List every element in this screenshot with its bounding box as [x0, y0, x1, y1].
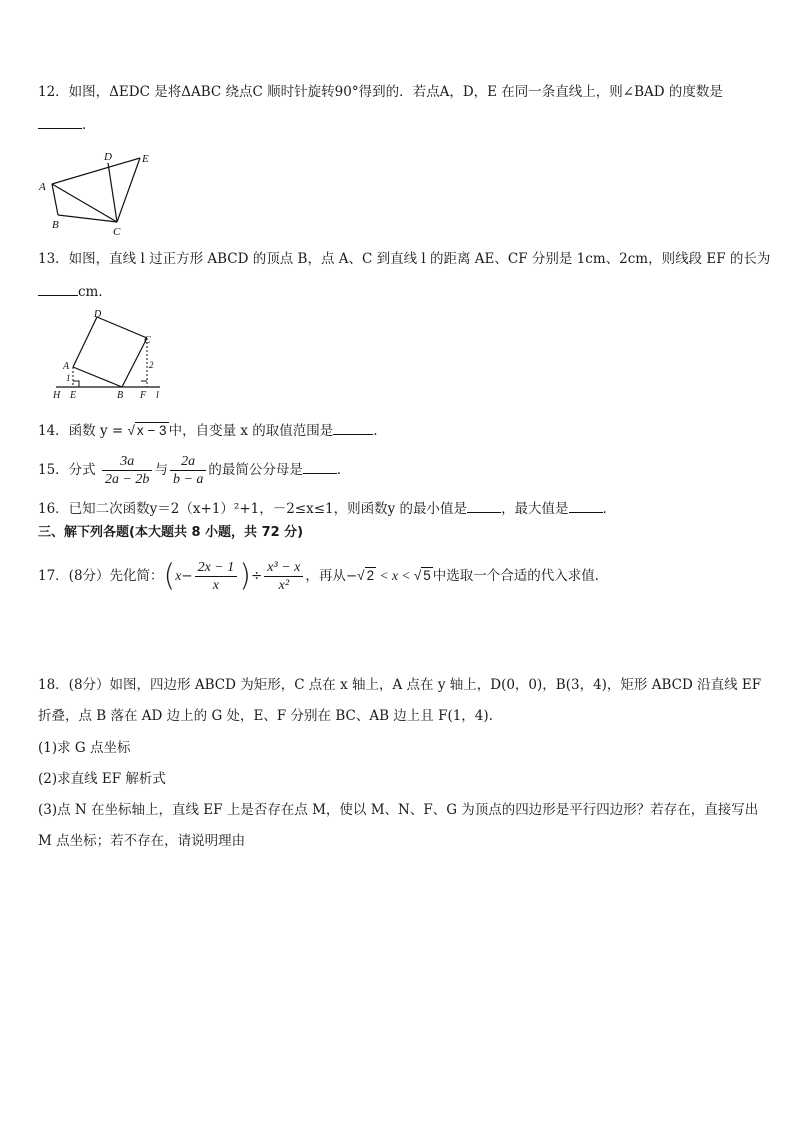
- q17-x: x: [175, 568, 182, 583]
- q16-max-blank[interactable]: [569, 498, 603, 513]
- q13-label-b: B: [117, 390, 124, 400]
- q16-mid: ，最大值是: [501, 501, 569, 517]
- q12-label-e: E: [142, 153, 149, 165]
- q14-text: 14．函数 y = √ x − 3 中，自变量 x 的取值范围是 .: [38, 420, 378, 441]
- q12-label-a: A: [39, 181, 46, 193]
- q12-label-c: C: [113, 226, 121, 238]
- q17-fraction-1: [195, 559, 238, 594]
- q12-text: [38, 82, 723, 102]
- q15-f2-den: b − a: [172, 472, 204, 487]
- q15-f1-den: 2a − 2b: [104, 472, 150, 487]
- q13-label-e: E: [70, 390, 77, 400]
- q12-figure: [30, 148, 170, 238]
- q17-rad5: 5: [423, 568, 431, 583]
- q18-part1: (1)求 G 点坐标: [38, 740, 131, 756]
- q15-end: ．: [336, 462, 351, 478]
- q17-f2-den: x²: [278, 578, 290, 593]
- q13-label-1: 1: [66, 373, 71, 383]
- q17-div: ÷: [250, 568, 263, 584]
- q12-line: 12．如图，ΔEDC 是将ΔABC 绕点C 顺时针旋转90°得到的．若点A，D，E 在同一条直线上，则∠BAD 的度数是: [38, 84, 723, 100]
- q15-f2-num: 2a: [170, 453, 206, 471]
- q17-f2-num: x³ − x: [264, 559, 303, 577]
- q15-fraction-2: [170, 453, 206, 488]
- q14-answer-blank[interactable]: [333, 420, 373, 435]
- q12-end: ．: [82, 117, 96, 133]
- q17-suffix1: ，再从: [305, 568, 346, 584]
- q15-text: [38, 452, 350, 488]
- q13-label-c: C: [144, 335, 151, 346]
- q13-label-h: H: [53, 390, 61, 400]
- q17-neg: −: [345, 568, 358, 584]
- q18-part3: (3)点 N 在坐标轴上，直线 EF 上是否存在点 M，使以 M、N、F、G 为顶点的四边形是平行四边形？若存在，直接写出: [38, 802, 759, 818]
- q13-line: 13．如图，直线 l 过正方形 ABCD 的顶点 B，点 A、C 到直线 l 的距离 AE、CF 分别是 1cm、2cm，则线段 EF 的长为: [38, 251, 771, 267]
- q15-fraction-1: [102, 453, 152, 488]
- q12-label-d: D: [104, 151, 112, 163]
- q13-label-f: F: [140, 390, 147, 400]
- q17-rad2: 2: [366, 568, 375, 583]
- q13-label-a: A: [63, 361, 70, 372]
- q13-unit: cm．: [78, 284, 112, 300]
- q17-prefix: 17．(8分）先化简：: [38, 568, 164, 584]
- q13-lines: [56, 317, 160, 387]
- q12-answer-blank[interactable]: [38, 114, 82, 129]
- q12-answer-line: [38, 114, 96, 135]
- q16-text: [38, 498, 616, 519]
- q16-min-blank[interactable]: [467, 498, 501, 513]
- q16-end: ．: [602, 501, 617, 517]
- q12-lines: [52, 158, 140, 222]
- q12-label-b: B: [52, 219, 59, 231]
- q13-answer-line: [38, 281, 112, 302]
- q17-minus: −: [181, 568, 193, 584]
- q13-answer-blank[interactable]: [38, 281, 78, 296]
- q15-mid: 与: [154, 462, 168, 478]
- q13-label-l: l: [156, 390, 159, 400]
- q15-suffix: 的最简公分母是: [208, 462, 303, 478]
- q17-suffix2: 中选取一个合适的代入求值．: [432, 568, 609, 584]
- q13-text: [38, 249, 770, 269]
- q14-suffix: 中，自变量 x 的取值范围是: [168, 423, 334, 439]
- q15-f1-num: 3a: [102, 453, 152, 471]
- q13-label-2: 2: [149, 360, 154, 370]
- q15-answer-blank[interactable]: [303, 459, 337, 474]
- q17-text: 17．(8分）先化简：(x− $\frac{2x - 1}{x}$ )÷ $\frac{\text{x³ − x}}{\text{x²}}$ ，再从−√ 2 < x < √ 5 中选取一个合适的代入求值．: [38, 558, 609, 594]
- q17-f1-den: x: [212, 578, 220, 593]
- q18-line2: 折叠，点 B 落在 AD 边上的 G 处，E、F 分别在 BC、AB 边上且 F(1，4).: [38, 708, 493, 724]
- q17-ineq: < x <: [376, 568, 414, 583]
- q13-label-d: D: [94, 309, 102, 320]
- q14-radicand: x − 3: [136, 423, 167, 438]
- q18-part2: (2)求直线 EF 解析式: [38, 771, 166, 787]
- q14-end: .: [373, 423, 378, 439]
- q17-f1-num: 2x − 1: [195, 559, 238, 577]
- q14-prefix: 14．函数 y =: [38, 423, 128, 439]
- q18-line1: 18．(8分）如图，四边形 ABCD 为矩形，C 点在 x 轴上，A 点在 y 轴上，D(0，0)，B(3，4)，矩形 ABCD 沿直线 EF: [38, 677, 762, 693]
- section-3-heading: 三、解下列各题(本大题共 8 小题，共 72 分): [38, 525, 304, 540]
- q17-fraction-2: [264, 559, 303, 594]
- q18-part4: M 点坐标；若不存在，请说明理由: [38, 833, 246, 849]
- q13-figure: [50, 305, 170, 400]
- q15-prefix: 15．分式: [38, 462, 96, 478]
- q16-prefix: 16．已知二次函数y＝2（x+1）²+1，－2≤x≤1，则函数y 的最小值是: [38, 501, 468, 517]
